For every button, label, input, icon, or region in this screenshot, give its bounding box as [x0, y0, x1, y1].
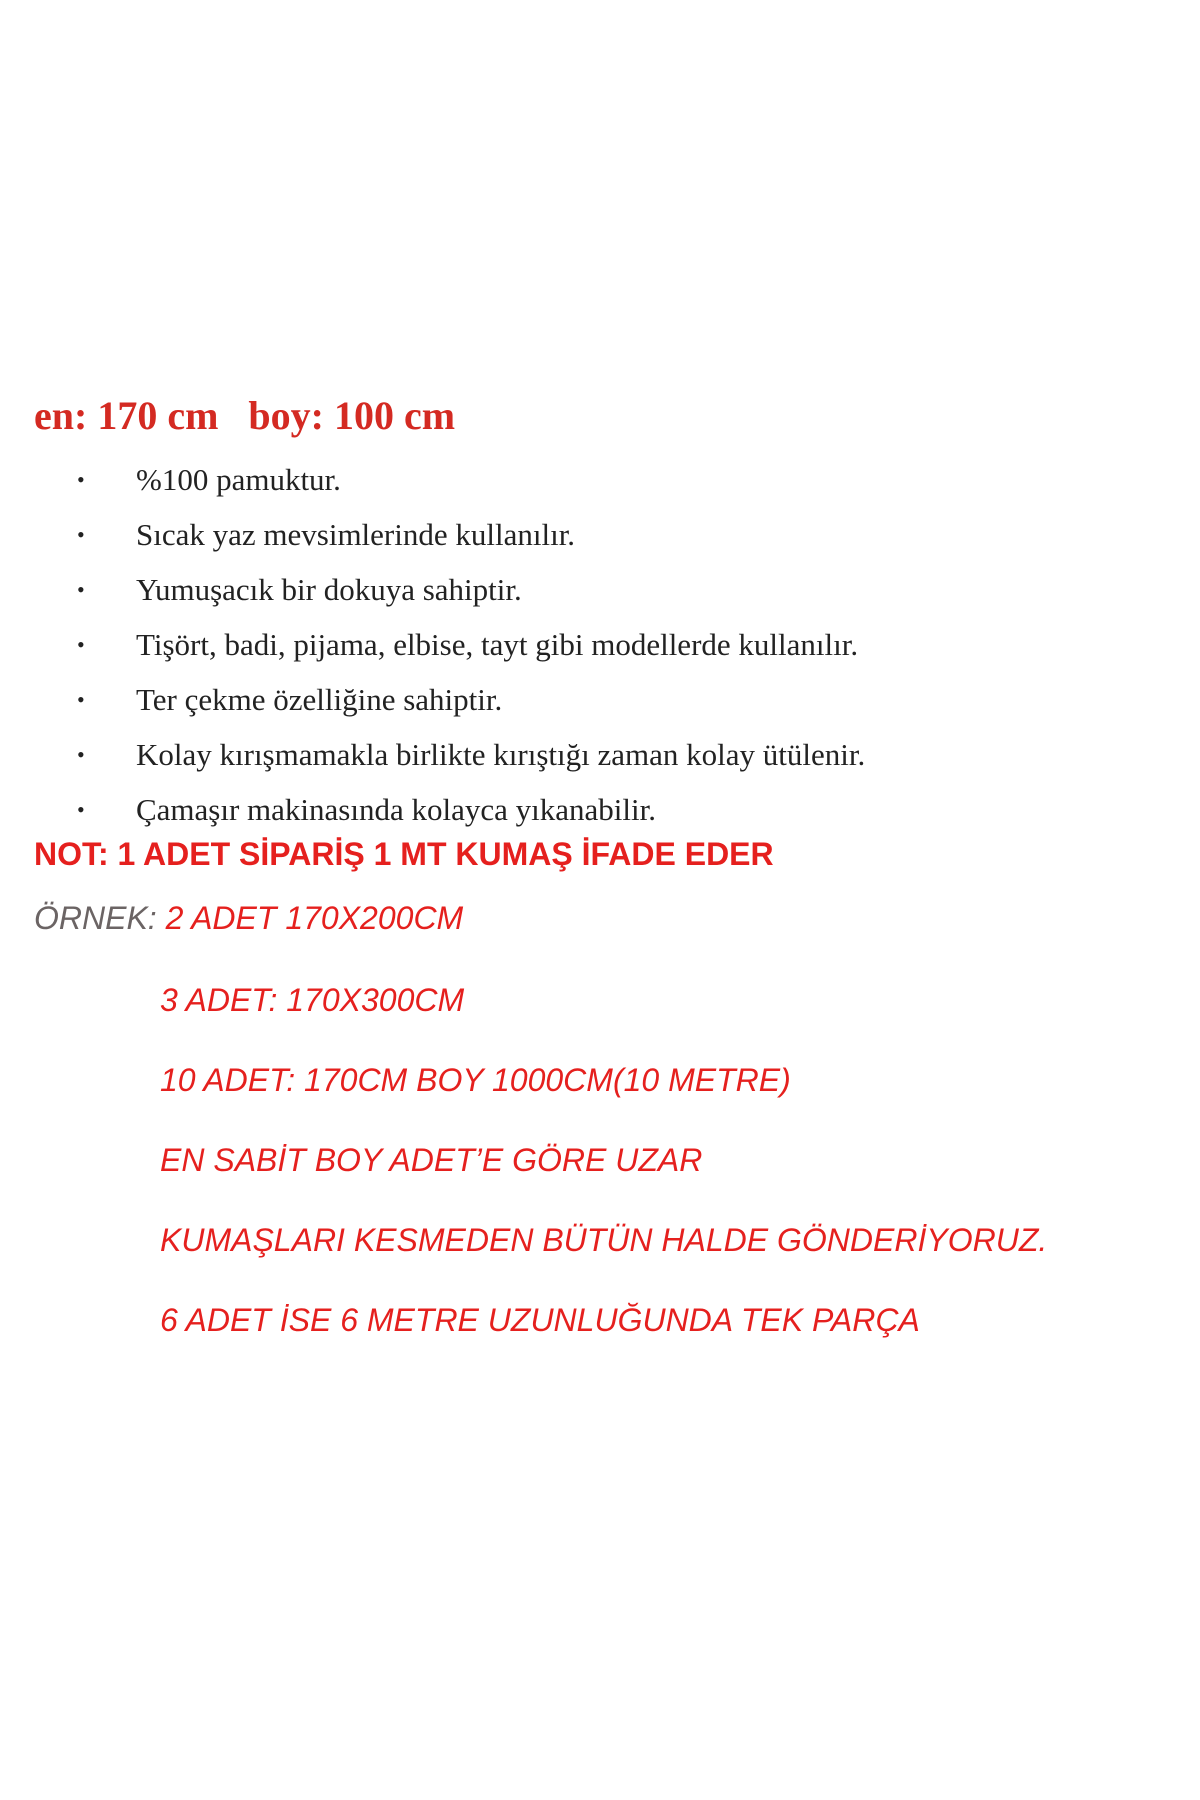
feature-item [0, 507, 1200, 562]
bullet-icon: • [77, 742, 85, 767]
example-list [160, 980, 1047, 1380]
feature-text: Sıcak yaz mevsimlerinde kullanılır. [136, 517, 576, 552]
example-line: 10 ADET: 170CM BOY 1000CM(10 METRE) [160, 1062, 791, 1098]
feature-list [0, 452, 1200, 837]
fabric-dimensions: en: 170 cm boy: 100 cm [34, 393, 456, 438]
feature-item [0, 727, 1200, 782]
feature-text: Yumuşacık bir dokuya sahiptir. [136, 572, 522, 607]
order-note: NOT: 1 ADET SİPARİŞ 1 MT KUMAŞ İFADE EDER [34, 836, 774, 872]
bullet-icon: • [77, 687, 85, 712]
feature-text: Kolay kırışmamakla birlikte kırıştığı zaman kolay ütülenir. [136, 737, 866, 772]
example-label: ÖRNEK: [34, 900, 157, 936]
feature-text: %100 pamuktur. [136, 462, 341, 497]
example-line: KUMAŞLARI KESMEDEN BÜTÜN HALDE GÖNDERİYORUZ. [160, 1222, 1048, 1258]
example-line: 3 ADET: 170X300CM [160, 982, 465, 1018]
feature-text: Ter çekme özelliğine sahiptir. [136, 682, 503, 717]
feature-item [0, 452, 1200, 507]
feature-item [0, 562, 1200, 617]
bullet-icon: • [77, 797, 85, 822]
feature-text: Çamaşır makinasında kolayca yıkanabilir. [136, 792, 656, 827]
example-line: 6 ADET İSE 6 METRE UZUNLUĞUNDA TEK PARÇA [160, 1302, 920, 1338]
feature-item [0, 617, 1200, 672]
bullet-icon: • [77, 522, 85, 547]
bullet-icon: • [77, 577, 85, 602]
feature-text: Tişört, badi, pijama, elbise, tayt gibi modellerde kullanılır. [136, 627, 859, 662]
example-heading [34, 900, 463, 937]
example-first: 2 ADET 170X200CM [165, 900, 464, 936]
example-line: EN SABİT BOY ADET’E GÖRE UZAR [160, 1142, 703, 1178]
feature-item [0, 672, 1200, 727]
bullet-icon: • [77, 632, 85, 657]
bullet-icon: • [77, 467, 85, 492]
feature-item [0, 782, 1200, 837]
